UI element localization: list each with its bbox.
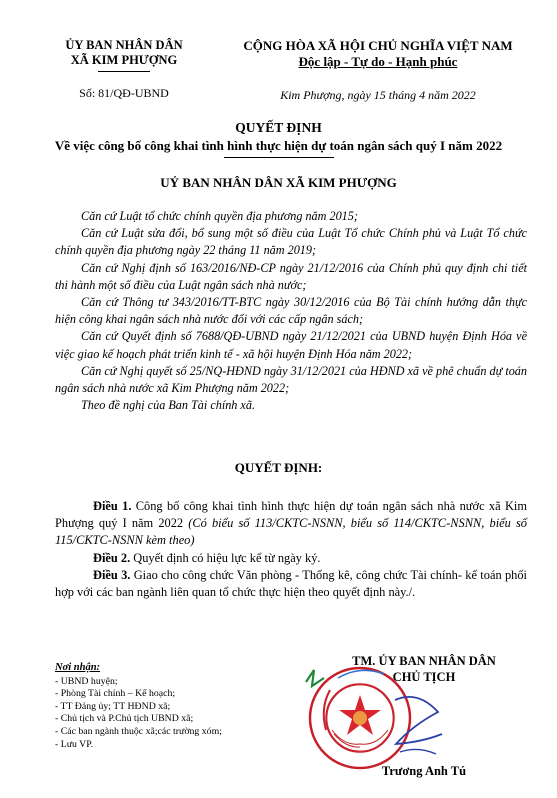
- article-label: Điều 2.: [93, 550, 131, 565]
- recipient-item: - UBND huyện;: [55, 675, 118, 687]
- recipient-item: - TT Đảng ủy; TT HĐND xã;: [55, 700, 171, 712]
- basis-item: Theo đề nghị của Ban Tài chính xã.: [81, 398, 255, 413]
- issuing-org-block: [40, 38, 208, 72]
- national-motto: Độc lập - Tự do - Hạnh phúc: [298, 54, 458, 69]
- article-text: Công bố công khai tình hình thực hiện dự toán ngân sách nhà nước xã Kim Phượng quý I năm 2022: [55, 499, 527, 531]
- basis-item: Căn cứ Quyết định số 7688/QĐ-UBND ngày 21/12/2021 của UBND huyện Định Hóa về việc giao kế hoạch phát triển kinh tế - xã hội huyện Định Hóa năm 2022;: [55, 329, 527, 361]
- document-date: Kim Phượng, ngày 15 tháng 4 năm 2022: [280, 88, 476, 102]
- article-2: [55, 550, 527, 567]
- signature-block: [308, 653, 540, 685]
- article-text: Quyết định có hiệu lực kể từ ngày ký.: [130, 550, 321, 565]
- basis-item: Căn cứ Thông tư 343/2016/TT-BTC ngày 30/12/2016 của Bộ Tài chính hướng dẫn thực hiện công khai ngân sách nhà nước đối với các cấp ngân sách;: [55, 295, 527, 327]
- issuing-org-line1: ỦY BAN NHÂN DÂN: [65, 38, 183, 52]
- recipient-item: - Các ban ngành thuộc xã;các trường xóm;: [55, 725, 222, 737]
- article-3: [55, 567, 527, 601]
- subtitle-underline: [224, 157, 334, 158]
- basis-item: Căn cứ Luật tổ chức chính quyền địa phương năm 2015;: [81, 209, 358, 223]
- decision-heading: QUYẾT ĐỊNH:: [234, 460, 323, 475]
- legal-basis: [55, 208, 527, 414]
- recipients-label: Nơi nhận:: [55, 662, 101, 673]
- document-title: QUYẾT ĐỊNH: [235, 120, 322, 135]
- article-reference: (Có biểu số 113/CKTC-NSNN, biểu số 114/CKTC-NSNN, biểu số 115/CKTC-NSNN kèm theo): [55, 516, 528, 548]
- article-1: [55, 498, 527, 550]
- signature-line2: CHỦ TỊCH: [392, 670, 456, 684]
- signer-name: Trương Anh Tú: [381, 764, 467, 778]
- recipients-block: [55, 662, 285, 751]
- document-subtitle: Về việc công bố công khai tình hình thực hiện dự toán ngân sách quý I năm 2022: [54, 138, 503, 153]
- national-motto-block: [214, 38, 542, 70]
- basis-item: Căn cứ Luật sửa đổi, bổ sung một số điều của Luật Tổ chức Chính phủ và Luật Tổ chức chính quyền địa phương ngày 22 tháng 11 năm 2019;: [55, 226, 527, 258]
- articles: [55, 498, 527, 601]
- article-label: Điều 1.: [93, 499, 132, 513]
- article-label: Điều 3.: [93, 567, 131, 582]
- basis-item: Căn cứ Nghị định số 163/2016/NĐ-CP ngày 21/12/2016 của Chính phủ quy định chi tiết thi hành một số điều của Luật ngân sách nhà nước;: [55, 260, 527, 292]
- basis-item: Căn cứ Nghị quyết số 25/NQ-HĐND ngày 31/12/2021 của HĐND xã về phê chuẩn dự toán ngân sách nhà nước xã Kim Phượng năm 2022;: [55, 363, 527, 396]
- document-number: Số: 81/QĐ-UBND: [79, 86, 169, 100]
- recipient-item: - Chủ tịch và P.Chủ tịch UBND xã;: [55, 713, 194, 725]
- recipient-item: - Lưu VP.: [55, 738, 94, 750]
- signature-line1: TM. ỦY BAN NHÂN DÂN: [352, 654, 496, 668]
- issuing-org-line2: XÃ KIM PHƯỢNG: [70, 53, 178, 67]
- article-text: Giao cho công chức Văn phòng - Thống kê, công chức Tài chính- kế toán phối hợp với các ban ngành liên quan tổ chức thực hiện theo quyết định này./.: [55, 567, 527, 600]
- org-underline: [98, 71, 150, 72]
- issuer-heading: UỶ BAN NHÂN DÂN XÃ KIM PHƯỢNG: [160, 175, 397, 190]
- recipient-item: - Phòng Tài chính – Kế hoạch;: [55, 688, 176, 700]
- national-name: CỘNG HÒA XÃ HỘI CHỦ NGHĨA VIỆT NAM: [243, 38, 513, 53]
